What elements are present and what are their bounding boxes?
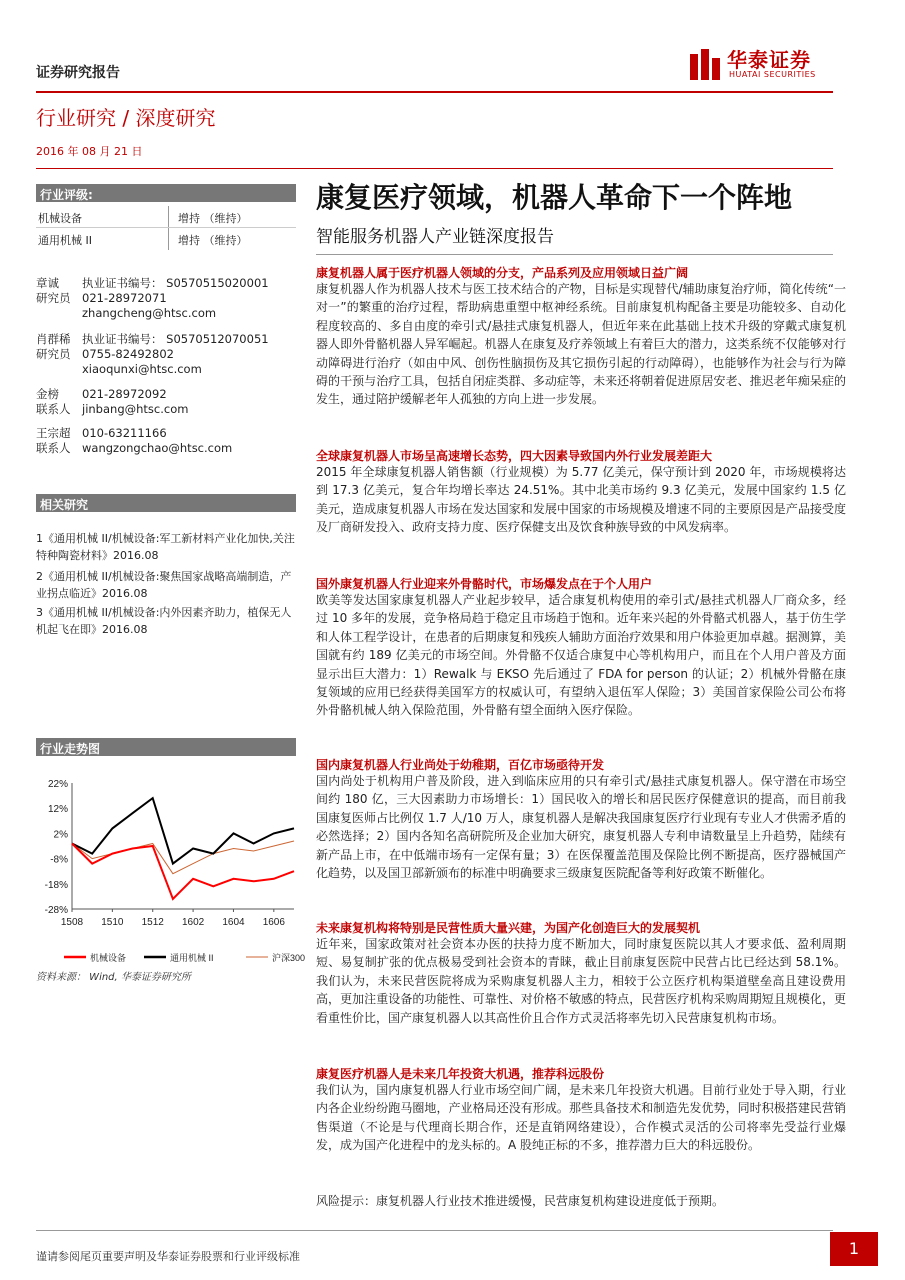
legend-label: 机械设备 (90, 953, 127, 963)
report-category: 行业研究 / 深度研究 (36, 106, 216, 130)
analyst-name: 章诚 (36, 276, 59, 290)
related-item[interactable]: 3《通用机械 II/机械设备:内外因素齐助力，植保无人机起飞在即》2016.08 (36, 606, 292, 636)
x-tick-label: 1512 (141, 917, 164, 928)
footer-disclaimer[interactable]: 谨请参阅尾页重要声明及华泰证券股票和行业评级标准 (36, 1250, 300, 1263)
x-tick-label: 1602 (181, 917, 205, 928)
analyst-email: wangzongchao@htsc.com (82, 441, 233, 455)
date-divider (36, 168, 833, 169)
section-body: 2015 年全球康复机器人销售额（行业规模）为 5.77 亿美元，保守预计到 2020 年，市场规模将达到 17.3 亿美元，复合年均增长率达 24.51%。其中北美市场约 9.3 亿美元，发展中国家约 1.5 亿美元，造成康复机器人市场在发达国家和发展中国家的市场规模及增速不同的主要原因是产品接受度及厂商研发投入、政府支持力度、医疗保健支出及饮食种族导致的中风发病率。 (316, 465, 846, 535)
rating-row (36, 228, 296, 250)
rating-value: 增持 （维持） (178, 234, 248, 247)
report-type-label: 证券研究报告 (36, 65, 120, 81)
analyst-email: xiaoqunxi@htsc.com (82, 362, 202, 376)
huatai-logo-icon (686, 46, 724, 84)
section-body: 国内尚处于机构用户普及阶段，进入到临床应用的只有牵引式/悬挂式康复机器人。保守潜在市场空间约 180 亿，三大因素助力市场增长：1）国民收入的增长和居民医疗保健意识的提高，而目前我国康复医师占比例仅 1.7 人/10 万人，康复机器人是解决我国康复医疗行业现有专业人才供需矛盾的必然选择；2）国内各知名高研院所及企业加大研究，康复机器人专利申请数量呈上升趋势，陆续有新产品上市，在中低端市场有一定保有量；3）在医保覆盖范围及保险比例不断提高，医疗器械国产化趋势，以及国卫部新颁布的标准中明确要求三级康复医院配备等利好政策不断催化。 (316, 774, 846, 881)
report-subtitle: 智能服务机器人产业链深度报告 (316, 227, 554, 247)
section-heading: 未来康复机构将特别是民营性质大量兴建，为国产化创造巨大的发展契机 (316, 921, 701, 935)
x-tick-label: 1604 (222, 917, 245, 928)
y-tick-label: 2% (53, 829, 68, 841)
analyst-name: 金榜 (36, 387, 59, 401)
section-heading: 全球康复机器人市场呈高速增长态势，四大因素导致国内外行业发展差距大 (316, 449, 713, 463)
y-tick-label: -8% (50, 854, 68, 866)
rating-industry: 通用机械 II (38, 234, 92, 247)
series-line-machinery (72, 844, 294, 899)
title-divider (316, 254, 833, 255)
analyst-role: 联系人 (36, 441, 71, 455)
analyst-role: 研究员 (36, 291, 71, 305)
analyst-email: zhangcheng@htsc.com (82, 306, 217, 320)
section-body: 近年来，国家政策对社会资本办医的扶持力度不断加大，同时康复医院以其人才要求低、盈利周期短、易复制扩张的优点极易受到社会资本的青睐，截止目前康复医院中民营占比已经达到 58.1%。我们认为，未来民营医院将成为采购康复机器人主力，相较于公立医疗机构渠道壁垒高且建设费用高，更加注重设备的功能性、可靠性、对价格不敏感的特点，民营医疗机构采购周期短且规模化，更看重性价比，国产康复机器人以其高性价且合作方式灵活将率先切入民营康复机构市场。 (316, 937, 846, 1025)
analyst-phone: 021-28972092 (82, 387, 167, 401)
analyst-block (36, 426, 306, 462)
related-item[interactable]: 1《通用机械 II/机械设备:军工新材料产业化加快,关注特种陶瓷材料》2016.08 (36, 532, 295, 562)
y-tick-label: -28% (44, 905, 68, 916)
rating-row (36, 206, 296, 228)
header-divider (36, 91, 833, 93)
analyst-block (36, 332, 306, 392)
y-tick-label: 22% (47, 779, 68, 790)
x-tick-label: 1508 (60, 917, 84, 928)
section-heading: 康复医疗机器人是未来几年投资大机遇，推荐科远股份 (316, 1067, 605, 1081)
brand-name: 华泰证券 (727, 48, 811, 72)
analyst-cert: 执业证书编号： S0570512070051 (82, 332, 269, 346)
analyst-name: 肖群稀 (36, 332, 71, 346)
analyst-block (36, 276, 306, 336)
y-tick-label: 12% (47, 804, 68, 816)
rating-industry: 机械设备 (38, 212, 82, 225)
analyst-phone: 0755-82492802 (82, 347, 174, 361)
x-tick-label: 1606 (262, 917, 285, 928)
industry-trend-chart (36, 772, 306, 977)
section-body: 欧美等发达国家康复机器人产业起步较早，适合康复机构使用的牵引式/悬挂式机器人厂商众多，经过 10 多年的发展，竞争格局趋于稳定且市场趋于饱和。近年来兴起的外骨骼式机器人，基于仿生学和人体工程学设计，在患者的后期康复和残疾人辅助方面治疗效果和用户体验更加卓越。据测算，美国就有约 189 亿美元的市场空间。外骨骼不仅适合康复中心等机构用户，而且在个人用户普及方面显示出巨大潜力：1）Rewalk 与 EKSO 先后通过了 FDA for person 的认证；2）机械外骨骼在康复领域的应用已经获得美国军方的权威认可，有望纳入退伍军人保险；3）美国首家保险公司公布将外骨骼机械人纳入保险范围，外骨骼有望全面纳入医疗保险。 (316, 593, 846, 718)
brand-name-en: HUATAI SECURITIES (729, 70, 816, 79)
y-tick-label: -18% (44, 879, 68, 891)
section-heading: 国内康复机器人行业尚处于幼稚期，百亿市场亟待开发 (316, 758, 605, 772)
analyst-role: 研究员 (36, 347, 71, 361)
related-item[interactable]: 2《通用机械 II/机械设备:聚焦国家战略高端制造，产业拐点临近》2016.08 (36, 570, 292, 600)
risk-note: 风险提示：康复机器人行业技术推进缓慢，民营康复机构建设进度低于预期。 (316, 1194, 725, 1208)
analyst-phone: 021-28972071 (82, 291, 167, 305)
analyst-email: jinbang@htsc.com (82, 402, 189, 416)
legend-label: 沪深300 (272, 953, 306, 963)
x-tick-label: 1510 (101, 917, 124, 928)
section-body: 康复机器人作为机器人技术与医工技术结合的产物，目标是实现替代/辅助康复治疗师，简化传统“一对一”的繁重的治疗过程，帮助病患重塑中枢神经系统。目前康复机构配备主要是功能较多、自动化程度较高的、多自由度的牵引式/悬挂式康复机器人，但近年来在此基础上技术升级的穿戴式康复机器人即外骨骼机器人异军崛起。机器人在康复及疗养领域上有着巨大的潜力，这类系统不仅能够对行动障碍进行治疗（如由中风、创伤性脑损伤及其它损伤引起的行动障碍），也能够作为社会与行为障碍的干预与治疗工具，包括自闭症类群、多动症等，未来还将朝着促进原居安老、推迟老年痴呆症的发生，通过陪护缓解老年人孤独的方向上进一步发展。 (316, 282, 846, 407)
rating-section-title: 行业评级: (36, 184, 296, 202)
section-heading: 康复机器人属于医疗机器人领域的分支，产品系列及应用领域日益广阔 (316, 266, 689, 280)
footer-divider (36, 1230, 833, 1231)
section-body: 我们认为，国内康复机器人行业市场空间广阔，是未来几年投资大机遇。目前行业处于导入期，行业内各企业纷纷跑马圈地，产业格局还没有形成。那些具备技术和制造先发优势，同时积极搭建民营销售渠道（不论是与代理商长期合作，还是直销网络建设），合作模式灵活的公司将率先受益行业爆发，成为国产化进程中的龙头标的。A 股纯正标的不多，推荐潜力巨大的科远股份。 (316, 1083, 846, 1153)
report-title: 康复医疗领域，机器人革命下一个阵地 (316, 181, 793, 214)
report-date: 2016 年 08 月 21 日 (36, 145, 143, 158)
page-number: 1 (830, 1232, 878, 1266)
legend-label: 通用机械 II (170, 953, 214, 963)
chart-source: 资料来源： Wind, 华泰证券研究所 (36, 972, 191, 983)
related-section-title: 相关研究 (36, 494, 296, 512)
rating-value: 增持 （维持） (178, 212, 248, 225)
analyst-phone: 010-63211166 (82, 426, 167, 440)
analyst-cert: 执业证书编号： S0570515020001 (82, 276, 269, 290)
trend-section-title: 行业走势图 (36, 738, 296, 756)
series-line-general-machinery (72, 798, 294, 864)
analyst-block (36, 387, 306, 423)
analyst-name: 王宗超 (36, 426, 71, 440)
analyst-role: 联系人 (36, 402, 71, 416)
section-heading: 国外康复机器人行业迎来外骨骼时代，市场爆发点在于个人用户 (316, 577, 653, 591)
